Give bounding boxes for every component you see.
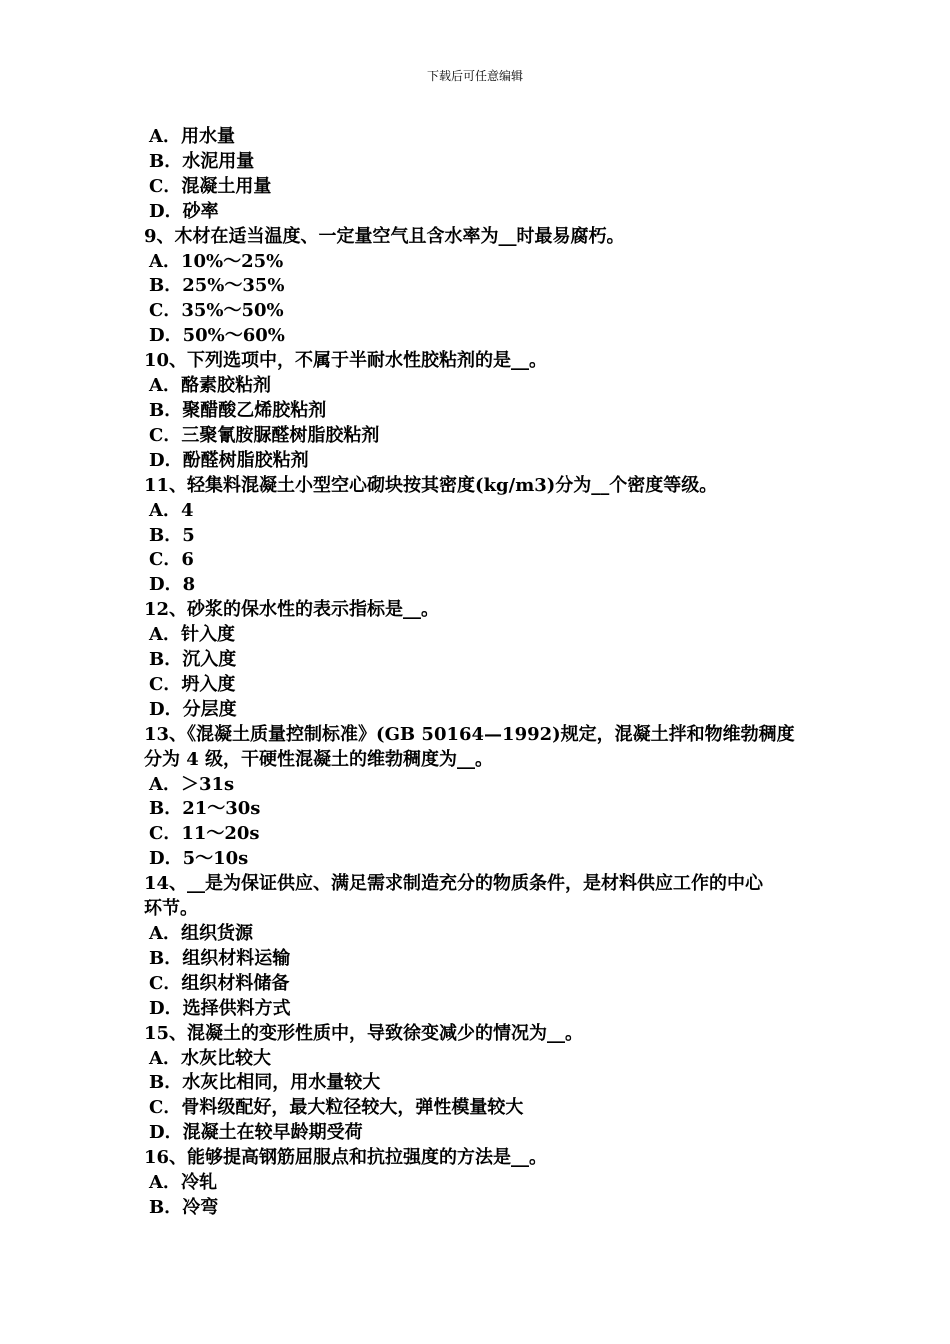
option-line: A．＞31s — [149, 773, 235, 795]
option-line: D．分层度 — [149, 698, 237, 720]
question-16: 16、能够提高钢筋屈服点和抗拉强度的方法是__。 — [144, 1147, 548, 1169]
option-line: C．骨料级配好，最大粒径较大，弹性模量较大 — [149, 1097, 524, 1119]
option-line: B．水泥用量 — [149, 150, 255, 172]
question-12: 12、砂浆的保水性的表示指标是__。 — [144, 599, 440, 621]
option-line: A．组织货源 — [149, 923, 253, 944]
option-line: C．35%～50% — [149, 300, 284, 322]
option-line: A．酪素胶粘剂 — [149, 375, 271, 397]
question-14-continued: 环节。 — [144, 898, 198, 920]
option-line: D．8 — [149, 574, 196, 596]
question-13: 13、《混凝土质量控制标准》(GB 50164—1992)规定，混凝土拌和物维勃稠度 — [144, 723, 795, 745]
question-11: 11、轻集料混凝土小型空心砌块按其密度(kg/m3)分为__个密度等级。 — [144, 474, 718, 496]
option-line: B．沉入度 — [149, 649, 237, 671]
question-13-continued: 分为 4 级，干硬性混凝土的维勃稠度为__。 — [144, 748, 494, 770]
option-line: D．混凝土在较早龄期受荷 — [149, 1122, 363, 1144]
option-line: B．组织材料运输 — [149, 947, 291, 969]
question-14: 14、__是为保证供应、满足需求制造充分的物质条件，是材料供应工作的中心 — [144, 873, 764, 895]
option-line: D．5～10s — [149, 848, 249, 870]
option-line: B．水灰比相同，用水量较大 — [149, 1072, 381, 1094]
option-line: A．用水量 — [149, 126, 235, 147]
option-line: D．选择供料方式 — [149, 997, 291, 1019]
option-line: C．坍入度 — [149, 673, 236, 695]
option-line: B．冷弯 — [149, 1196, 219, 1218]
option-line: C．6 — [149, 549, 194, 571]
option-line: B．聚醋酸乙烯胶粘剂 — [149, 399, 327, 421]
option-line: A．10%～25% — [149, 250, 284, 272]
option-line: A．4 — [149, 499, 194, 521]
option-line: A．冷轧 — [149, 1172, 217, 1194]
option-line: C．组织材料储备 — [149, 972, 290, 994]
option-line: C．三聚氰胺脲醛树脂胶粘剂 — [149, 424, 380, 446]
question-9: 9、木材在适当温度、一定量空气且含水率为__时最易腐朽。 — [144, 225, 625, 247]
question-15: 15、混凝土的变形性质中，导致徐变减少的情况为__。 — [144, 1022, 584, 1044]
option-line: C．混凝土用量 — [149, 175, 272, 197]
option-line: A．针入度 — [149, 624, 235, 646]
question-10: 10、下列选项中，不属于半耐水性胶粘剂的是__。 — [144, 350, 548, 372]
option-line: D．酚醛树脂胶粘剂 — [149, 449, 309, 471]
document-body — [144, 125, 814, 1221]
option-line: D．50%～60% — [149, 325, 285, 347]
option-line: B．21～30s — [149, 798, 261, 820]
option-line: A．水灰比较大 — [149, 1047, 271, 1069]
option-line: C．11～20s — [149, 823, 260, 845]
option-line: B．5 — [149, 524, 195, 546]
option-line: D．砂率 — [149, 200, 219, 222]
option-line: B．25%～35% — [149, 275, 285, 297]
page-header: 下载后可任意编辑 — [426, 69, 523, 83]
